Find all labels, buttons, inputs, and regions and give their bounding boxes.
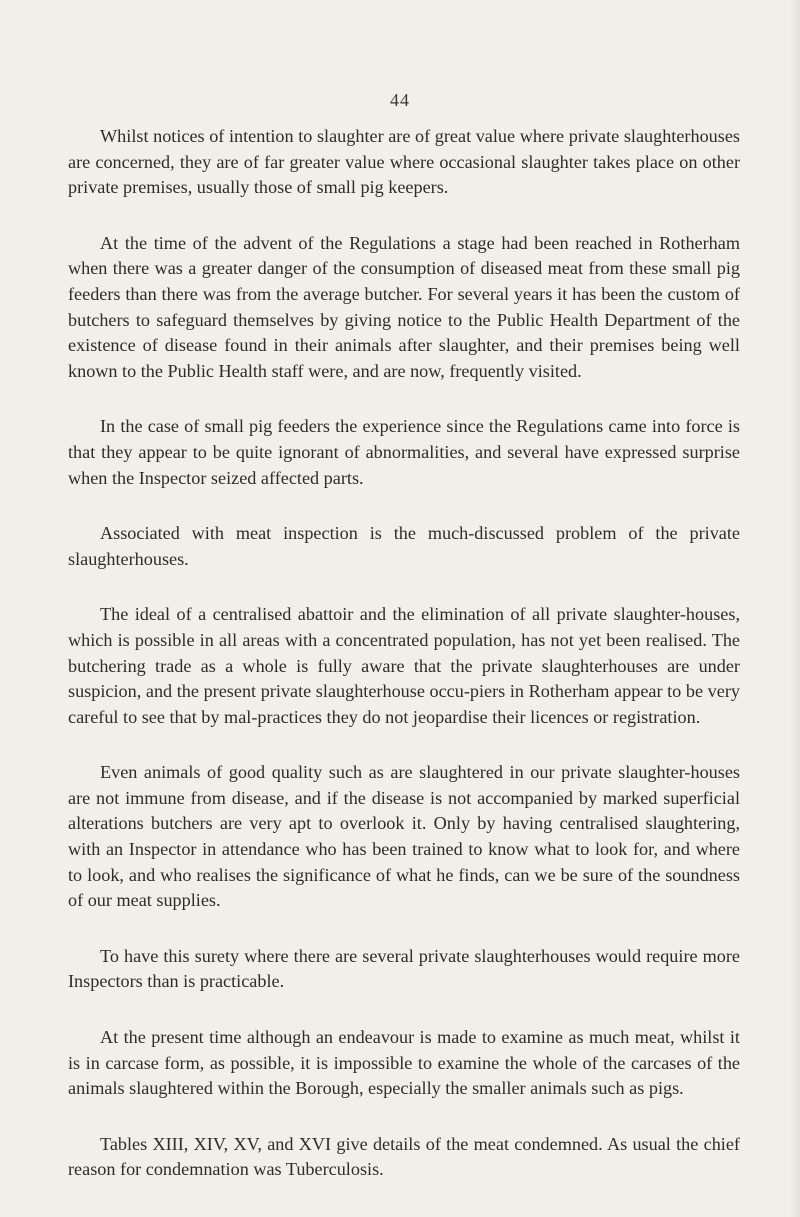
paragraph-meat-inspection-problem: Associated with meat inspection is the much-discussed problem of the private slaughterhouses. (68, 523, 740, 569)
page-number: 44 (390, 90, 410, 110)
paragraph-regulations-advent: At the time of the advent of the Regulations a stage had been reached in Rotherham when there was a greater danger of the consumption of diseased meat from these small pig feeders than there was from the average butcher. For several years it has been the custom of butchers to safeguard themselves by giving notice to the Public Health Department of the existence of disease found in their animals after slaughter, and their premises being well known to the Public Health staff were, and are now, frequently visited. (68, 232, 740, 381)
paragraph-private-slaughter-notices: Whilst notices of intention to slaughter are of great value where private slaughterhouses are concerned, they are of far greater value where occasional slaughter takes place on other private premises, usually those of small pig keepers. (68, 126, 740, 198)
paragraph-small-pig-feeders: In the case of small pig feeders the experience since the Regulations came into force is that they appear to be quite ignorant of abnormalities, and several have expressed surprise when the Inspector seized affected parts. (68, 416, 740, 488)
paragraph-disease-in-animals: Even animals of good quality such as are slaughtered in our private slaughter-houses are not immune from disease, and if the disease is not accompanied by marked superficial alterations butchers are very apt to overlook it. Only by having centralised slaughtering, with an Inspector in attendance who has been trained to know what to look for, and where to look, and who realises the significance of what he finds, can we be sure of the soundness of our meat supplies. (68, 762, 740, 911)
body-text (68, 124, 740, 1213)
paragraph-tables-condemned: Tables XIII, XIV, XV, and XVI give details of the meat condemned. As usual the chief reason for condemnation was Tuberculosis. (68, 1133, 740, 1180)
page-edge-shadow (790, 0, 800, 1217)
paragraph-centralised-abattoir: The ideal of a centralised abattoir and the elimination of all private slaughter-houses, which is possible in all areas with a concentrated population, has not yet been realised. The butchering trade as a whole is fully aware that the private slaughterhouses are under suspicion, and the present private slaughterhouse occu-piers in Rotherham appear to be very careful to see that by mal-practices they do not jeopardise their licences or registration. (68, 604, 740, 727)
paragraph-inspector-surety: To have this surety where there are several private slaughterhouses would require more Inspectors than is practicable. (68, 945, 740, 992)
paragraph-carcase-examination: At the present time although an endeavour is made to examine as much meat, whilst it is in carcase form, as possible, it is impossible to examine the whole of the carcases of the animals slaughtered within the Borough, especially the smaller animals such as pigs. (68, 1027, 740, 1099)
